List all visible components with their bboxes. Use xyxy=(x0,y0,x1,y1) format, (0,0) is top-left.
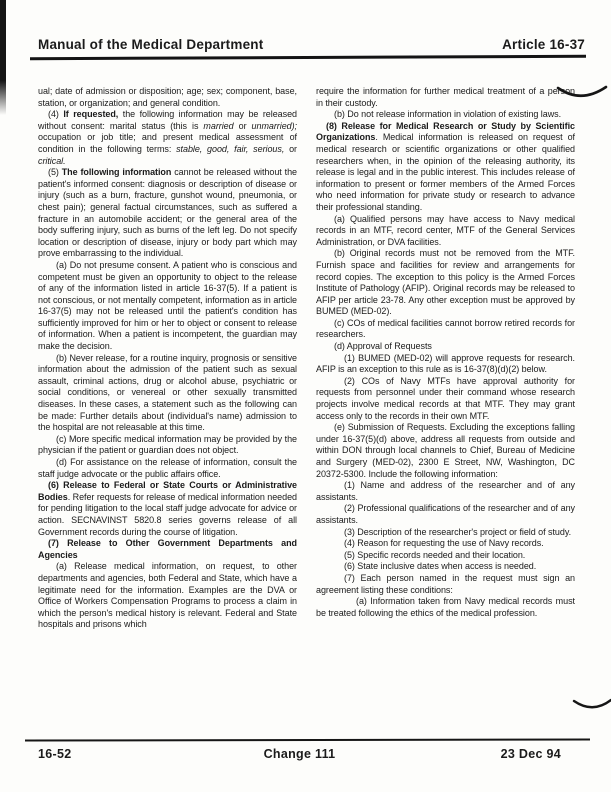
text-run: (7) Release to Other Government Departments and Agencies xyxy=(38,538,297,560)
text-run: critical. xyxy=(38,155,66,166)
paragraph xyxy=(316,480,575,503)
text-run: the following information may be released without consent: marital status (this is xyxy=(38,109,297,131)
scan-edge-artifact xyxy=(0,0,6,115)
paragraph xyxy=(316,503,575,526)
text-run: (2) Professional qualifications of the researcher and of any assistants. xyxy=(316,503,575,525)
paragraph xyxy=(38,480,297,538)
text-run: (8) Release for Medical Research or Study by Scientific Organizations xyxy=(316,120,575,143)
paragraph xyxy=(38,561,297,631)
paragraph xyxy=(316,214,575,249)
text-run: (5) xyxy=(48,167,62,178)
text-run: (6) Release to Federal or State Courts or Administrative Bodies xyxy=(38,480,297,502)
paragraph xyxy=(38,457,297,480)
text-run: . Medical information is released on request of medical research or scientific organizations or other qualified researchers when, in the opinion of the releasing authority, its release is legal and in the public interest. This includes release of information to present or former members of the Armed Forces who need information for private study or research to advance their professional standing. xyxy=(316,132,575,212)
text-run: (a) Do not presume consent. A patient who is conscious and competent must be given an opportunity to object to the release of any of the information listed in article 16-37(5). If a patient is not conscious, or not mentally competent, information as in article 16-37(5) may not be released until the patient's condition has sufficiently improved for him or her to object or consent to release of information. When a patient is incompetent, the guardian may make the decision. xyxy=(38,259,297,352)
text-run: If requested, xyxy=(63,109,119,120)
paragraph xyxy=(316,86,575,109)
footer-rule xyxy=(25,739,590,742)
footer-page-number: 16-52 xyxy=(38,747,72,761)
text-run: occupation or job title; and present medical assessment of condition in the following terms: xyxy=(38,132,297,154)
paragraph xyxy=(38,86,297,109)
paragraph xyxy=(316,376,575,422)
paragraph xyxy=(316,596,575,619)
footer-date: 23 Dec 94 xyxy=(500,747,561,761)
text-run: (5) Specific records needed and their location. xyxy=(344,549,526,560)
text-run: (e) Submission of Requests. Excluding the exceptions falling under 16-37(5)(d) above, address all requests from outside and within DON through local channels to Chief, Bureau of Medicine and Surgery (MED-02), 2300 E Street, NW, Washington, DC 20372-5300. Include the following information: xyxy=(316,422,575,479)
page-header xyxy=(38,37,585,52)
paragraph xyxy=(38,353,297,434)
text-run: (1) BUMED (MED-02) will approve requests for research. AFIP is an exception to this rule as is 16-37(8)(d)(2) below. xyxy=(316,352,575,375)
text-run: or xyxy=(233,120,252,131)
paragraph xyxy=(316,561,575,573)
text-run: require the information for further medical treatment of a person in their custody. xyxy=(316,86,575,108)
paragraph xyxy=(38,538,297,561)
text-run: . Refer requests for release of medical information needed for pending litigation to the local staff judge advocate for advice or action. SECNAVINST 5820.8 series governs release of all Government records during the course of litigation. xyxy=(38,491,297,537)
text-run: (3) Description of the researcher's project or field of study. xyxy=(344,526,572,537)
text-run: unmarried); xyxy=(251,120,297,131)
paragraph xyxy=(316,353,575,376)
page-footer xyxy=(38,747,561,761)
paragraph xyxy=(316,318,575,341)
text-run: (1) Name and address of the researcher and of any assistants. xyxy=(316,480,575,502)
body-columns xyxy=(38,86,575,631)
header-title: Manual of the Medical Department xyxy=(38,37,264,52)
right-column xyxy=(316,86,575,631)
paragraph xyxy=(316,550,575,562)
text-run: (c) COs of medical facilities cannot borrow retired records for researchers. xyxy=(316,317,575,340)
paragraph xyxy=(316,341,575,353)
paragraph xyxy=(316,538,575,550)
left-column xyxy=(38,86,297,631)
text-run: (a) Information taken from Navy medical records must be treated following the ethics of the medical profession. xyxy=(316,596,575,618)
text-run: stable, good, fair, serious, xyxy=(176,143,285,154)
text-run: (d) For assistance on the release of information, consult the staff judge advocate or the public affairs office. xyxy=(38,457,297,479)
footer-change-number: Change 111 xyxy=(263,747,336,761)
paragraph xyxy=(316,527,575,539)
text-run: (6) State inclusive dates when access is needed. xyxy=(344,561,537,572)
paragraph xyxy=(38,260,297,353)
text-run: (a) Release medical information, on request, to other departments and agencies, both Federal and State, which have a legitimate need for the information. Examples are the DVA or Office of Workers Compensation Programs to process a claim in which the person's medical history is relevant. Federal and State hospitals and prisons which xyxy=(38,561,297,630)
text-run: (b) Never release, for a routine inquiry, prognosis or sensitive information about the admission of the patient such as sexual assault, criminal actions, drug or alcohol abuse, psychiatric or social conditions, or venereal or other sexually transmitted diseases. In these cases, a statement such as the following can be made: Further details about (individual's name) admission to the hospital are not releasable at this time. xyxy=(38,352,297,433)
text-run: (b) Do not release information in violation of existing laws. xyxy=(334,109,562,120)
text-run: (2) COs of Navy MTFs have approval authority for requests from personnel under their command whose research projects involve medical records at that MTF. They may grant access only to the records in their own MTF. xyxy=(316,375,575,421)
paragraph xyxy=(316,422,575,480)
text-run: cannot be released without the patient's informed consent: diagnosis or description of disease or injury (such as a burn, fracture, gunshot wound, pneumonia, or chest pain); general factual circumstances, such as suffered a fracture in an automobile accident; or the general area of the body suffering injury, such as burns of the left leg. Do not specify location or description of disease, injury or body part which may prove embarrassing to the individual. xyxy=(38,167,297,259)
paragraph xyxy=(38,109,297,167)
paragraph xyxy=(38,167,297,260)
text-run: ual; date of admission or disposition; age; sex; component, base, station, or organization; and general condition. xyxy=(38,86,297,108)
header-rule xyxy=(30,55,586,60)
text-run: or xyxy=(284,143,297,154)
text-run: (a) Qualified persons may have access to Navy medical records in an MTF, record center, MTF of the General Services Administration, or DVA facilities. xyxy=(316,213,575,247)
paragraph xyxy=(316,573,575,596)
text-run: married xyxy=(203,120,234,131)
pen-mark-bottom-right xyxy=(574,700,611,707)
text-run: (c) More specific medical information may be provided by the physician if the patient or guardian does not object. xyxy=(38,433,297,456)
text-run: (d) Approval of Requests xyxy=(334,341,432,352)
text-run: (7) Each person named in the request must sign an agreement listing these conditions: xyxy=(316,572,575,595)
header-article-number: Article 16-37 xyxy=(502,37,585,52)
text-run: (4) xyxy=(48,109,64,120)
paragraph xyxy=(38,434,297,457)
text-run: The following information xyxy=(61,167,172,178)
paragraph xyxy=(316,109,575,121)
text-run: (b) Original records must not be removed from the MTF. Furnish space and facilities for review and arrangements for record copies. The exception to this policy is the Armed Forces Institute of Pathology (AFIP). Original records may be released to AFIP per article 23-78. Any other exception must be approved by BUMED (MED-02). xyxy=(316,248,575,317)
text-run: (4) Reason for requesting the use of Navy records. xyxy=(344,538,544,549)
paragraph xyxy=(316,248,575,318)
paragraph xyxy=(316,121,575,214)
